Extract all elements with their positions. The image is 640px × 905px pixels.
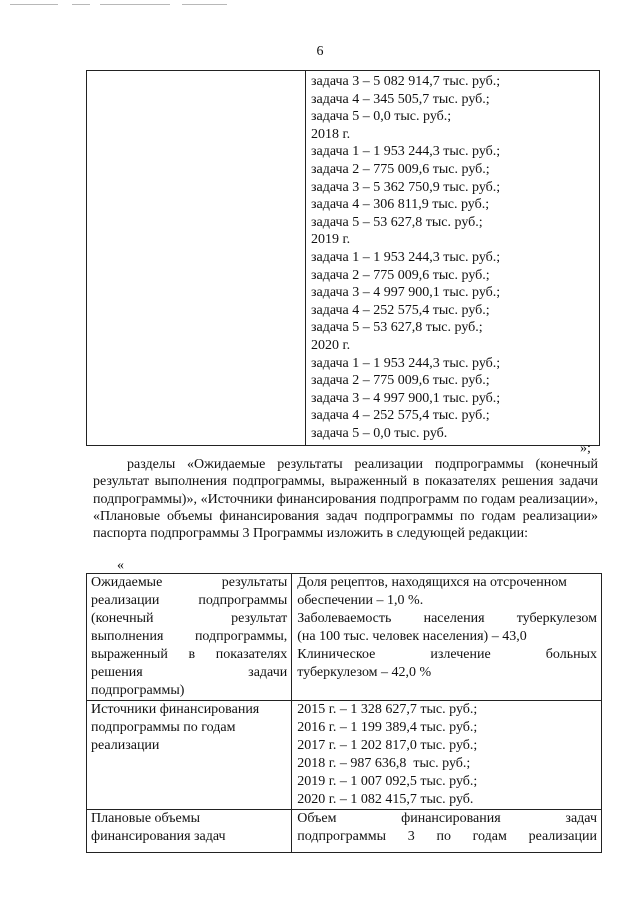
- table-row: [87, 701, 602, 810]
- body-paragraph: [93, 456, 598, 542]
- expected-results-value: Доля рецептов, находящихся на отсроченном обеспечении – 1,0 %. Заболеваемость населения туберкулезом (на 100 тыс. человек населения) – 43,0 Клиническое излечение больных туберкулезом – 42,0 %: [292, 574, 602, 701]
- expected-results-label: Ожидаемые результаты реализации подпрограммы (конечный результат выполнения подпрограммы, выраженный в показателях решения задачи подпрограммы): [87, 574, 292, 701]
- scan-artifact: [72, 4, 90, 5]
- list-item: задача 5 – 53 627,8 тыс. руб.;: [311, 214, 483, 230]
- list-item: задача 2 – 775 009,6 тыс. руб.;: [311, 267, 490, 283]
- funding-table-continuation: [86, 70, 600, 446]
- list-item: задача 4 – 252 575,4 тыс. руб.;: [311, 408, 490, 424]
- year-label: 2019 г.: [311, 232, 351, 248]
- list-item: задача 5 – 0,0 тыс. руб.: [311, 425, 448, 441]
- list-item: задача 3 – 4 997 900,1 тыс. руб.;: [311, 285, 501, 301]
- list-item: задача 2 – 775 009,6 тыс. руб.;: [311, 373, 490, 389]
- table-row: [87, 574, 602, 701]
- funding-sources-label: Источники финансирования подпрограммы по годам реализации: [87, 701, 292, 810]
- planned-volumes-label: Плановые объемы финансирования задач: [87, 810, 292, 853]
- opening-quote: «: [117, 558, 124, 573]
- list-item: задача 1 – 1 953 244,3 тыс. руб.;: [311, 249, 501, 265]
- table-row: [87, 71, 600, 446]
- list-item: задача 3 – 5 362 750,9 тыс. руб.;: [311, 179, 501, 195]
- funding-sources-value: 2015 г. – 1 328 627,7 тыс. руб.; 2016 г. – 1 199 389,4 тыс. руб.; 2017 г. – 1 202 817,0 тыс. руб.; 2018 г. – 987 636,8 тыс. руб.; 2019 г. – 1 007 092,5 тыс. руб.; 2020 г. – 1 082 415,7 тыс. руб.: [292, 701, 602, 810]
- year-label: 2018 г.: [311, 126, 351, 142]
- list-item: задача 3 – 5 082 914,7 тыс. руб.;: [311, 74, 501, 89]
- list-item: задача 1 – 1 953 244,3 тыс. руб.;: [311, 144, 501, 160]
- scan-artifact: [182, 4, 227, 5]
- list-item: задача 1 – 1 953 244,3 тыс. руб.;: [311, 355, 501, 371]
- list-item: задача 5 – 0,0 тыс. руб.;: [311, 109, 452, 125]
- list-item: задача 2 – 775 009,6 тыс. руб.;: [311, 161, 490, 177]
- task-funding-cell: [306, 71, 600, 446]
- scan-artifact: [10, 4, 58, 5]
- planned-volumes-value: Объем финансирования задач подпрограммы 3 по годам реализации: [292, 810, 602, 853]
- list-item: задача 3 – 4 997 900,1 тыс. руб.;: [311, 390, 501, 406]
- passport-table: [86, 573, 602, 853]
- page-number: 6: [316, 44, 324, 59]
- table-cell-empty: [87, 71, 306, 446]
- paragraph-text: разделы «Ожидаемые результаты реализации подпрограммы (конечный результат выполнения подпрограммы, выраженный в показателях решения задачи подпрограммы)», «Источники финансирования подпрограмм по годам реализации», «Плановые объемы финансирования задач подпрограммы по годам реализации» паспорта подпрограммы 3 Программы изложить в следующей редакции:: [93, 457, 598, 542]
- list-item: задача 5 – 53 627,8 тыс. руб.;: [311, 320, 483, 336]
- scan-artifact: [100, 4, 170, 5]
- list-item: задача 4 – 306 811,9 тыс. руб.;: [311, 197, 490, 213]
- closing-quote: »;: [580, 441, 591, 456]
- table-row: [87, 810, 602, 853]
- list-item: задача 4 – 252 575,4 тыс. руб.;: [311, 302, 490, 318]
- year-label: 2020 г.: [311, 337, 351, 353]
- list-item: задача 4 – 345 505,7 тыс. руб.;: [311, 91, 490, 107]
